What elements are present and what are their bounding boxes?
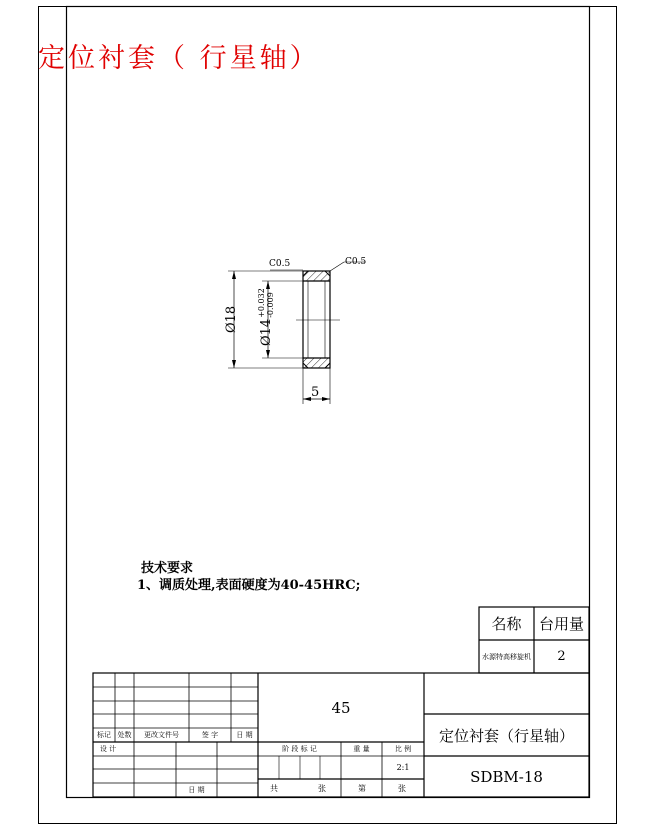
- sheet-no-label: 第: [358, 783, 366, 793]
- parts-col-name: 名称: [491, 615, 522, 633]
- stage-header: 阶 段 标 记: [282, 745, 317, 753]
- scale-value: 2:1: [396, 763, 410, 772]
- sheet-no-unit: 张: [398, 783, 406, 793]
- rev-header-date: 日 期: [236, 731, 253, 739]
- row-label-design: 设 计: [99, 745, 117, 753]
- sheet-total-label: 共: [270, 783, 278, 793]
- weight-header: 重 量: [353, 745, 370, 753]
- material-value: 45: [331, 698, 351, 717]
- scale-header: 比 例: [394, 745, 412, 753]
- drawing-number: SDBM-18: [470, 767, 543, 786]
- parts-machine-qty: 2: [557, 649, 566, 664]
- rev-header-sign: 签 字: [201, 731, 219, 739]
- rev-header-docno: 更改文件号: [144, 731, 179, 739]
- drawing-title: 定位衬套（ 行星轴）: [38, 43, 320, 74]
- sheet-total-unit: 张: [318, 783, 326, 793]
- part-name: 定位衬套（行星轴）: [438, 726, 574, 745]
- tech-requirements-heading: 技术要求: [141, 561, 194, 576]
- chamfer-label-right: C0.5: [345, 257, 367, 267]
- outer-diameter-label: [220, 303, 239, 333]
- inner-diameter-tolerance: [257, 288, 275, 318]
- chamfer-label-left: C0.5: [269, 259, 291, 269]
- tolerance-lower: -0.009: [266, 292, 275, 318]
- outer-diameter-value: Ø18: [224, 305, 239, 333]
- rev-header-mark: 标记: [97, 731, 111, 739]
- tech-requirement-item: 1、调质处理,表面硬度为40-45HRC;: [137, 578, 361, 593]
- length-label: 5: [311, 385, 320, 400]
- rev-header-count: 处数: [117, 731, 132, 739]
- parts-machine-name: 水源特高移旋机: [482, 652, 531, 661]
- inner-diameter-value: Ø14: [258, 318, 274, 346]
- part-section-view: [228, 262, 365, 404]
- tolerance-upper: +0.032: [257, 288, 266, 318]
- row-label-date: 日 期: [188, 786, 205, 794]
- inner-diameter-label: [254, 286, 278, 346]
- parts-col-qty: 台用量: [538, 615, 584, 633]
